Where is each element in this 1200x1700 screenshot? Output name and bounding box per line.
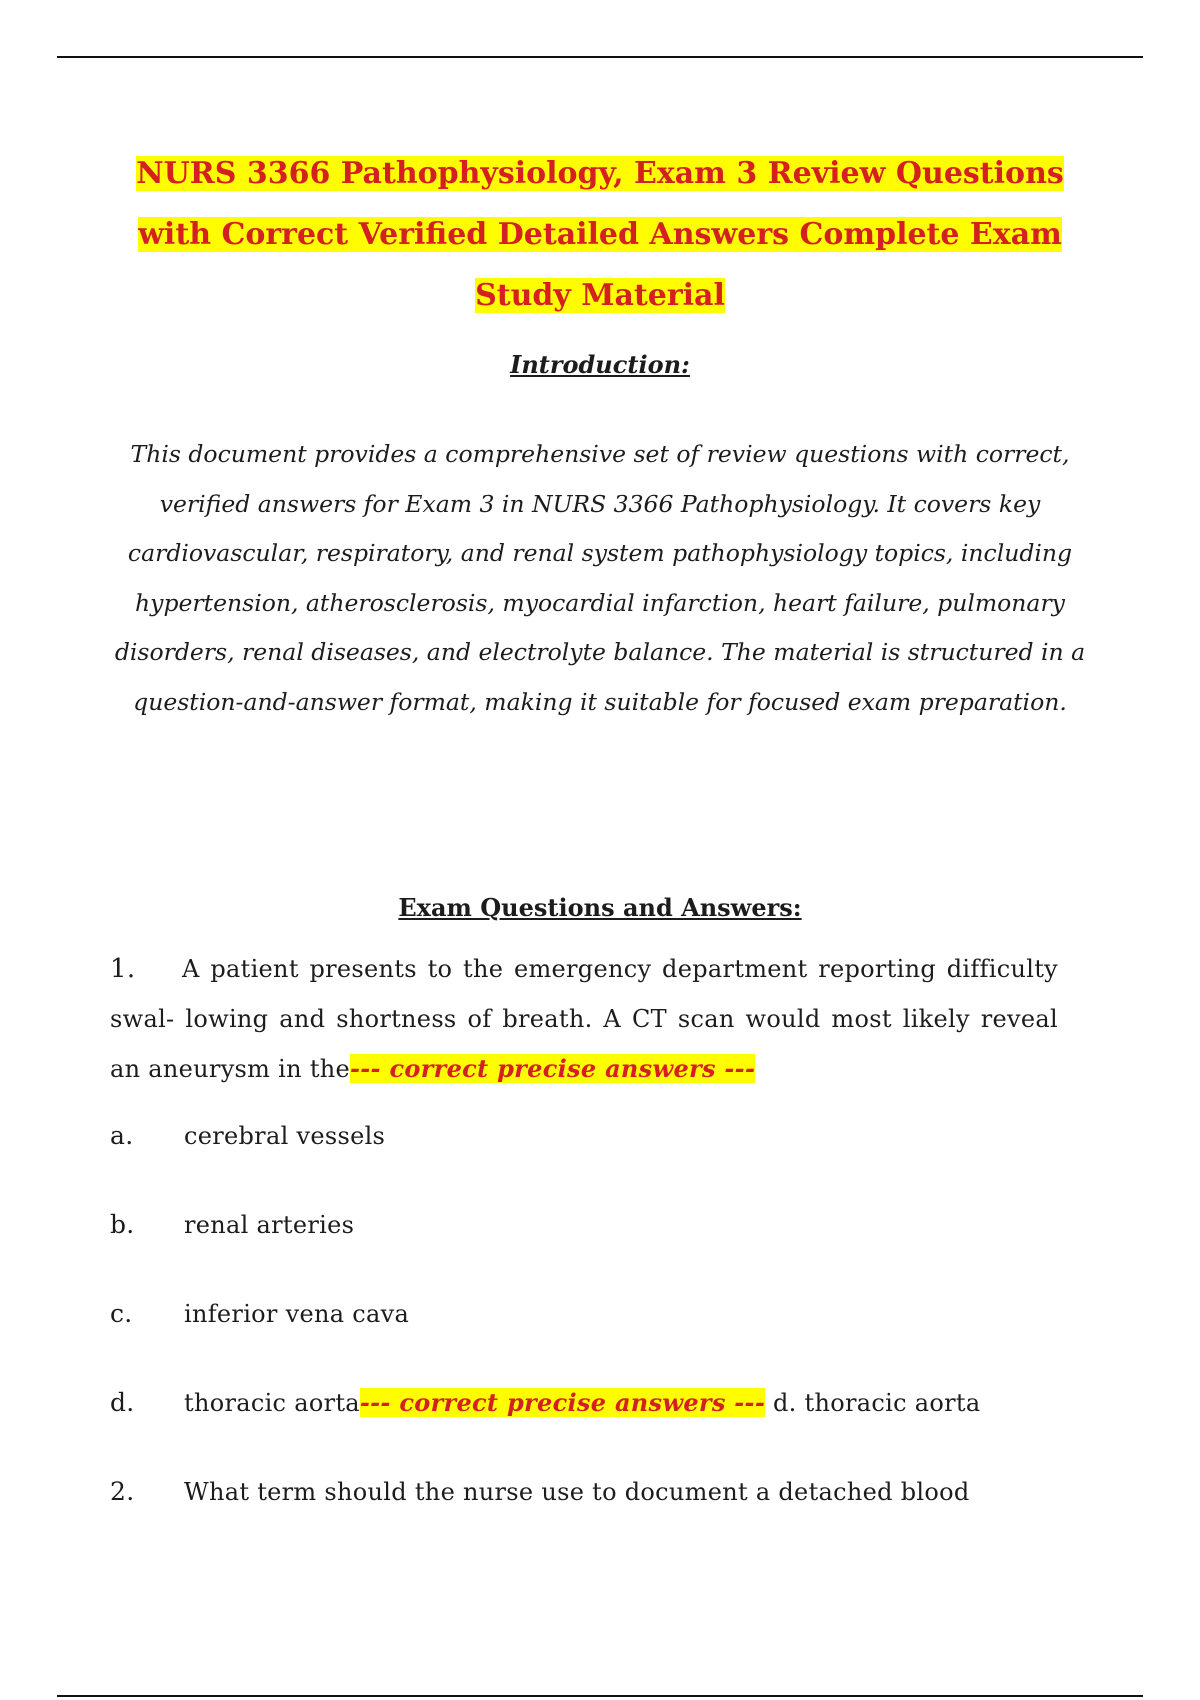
option-label: a. — [110, 1121, 134, 1150]
option-d — [110, 1388, 980, 1417]
title-line-1: NURS 3366 Pathophysiology, Exam 3 Review Questions — [136, 156, 1064, 191]
exam-heading: Exam Questions and Answers: — [398, 893, 802, 922]
bottom-rule — [57, 1695, 1143, 1697]
answer-marker: --- correct precise answers --- — [359, 1388, 766, 1417]
question-2 — [110, 1477, 970, 1506]
option-text: inferior vena cava — [184, 1300, 410, 1328]
option-label: d. — [110, 1388, 135, 1417]
question-number: 2. — [110, 1477, 135, 1506]
intro-heading: Introduction: — [510, 350, 690, 379]
answer-text: d. thoracic aorta — [765, 1389, 981, 1417]
option-text: cerebral vessels — [184, 1122, 386, 1150]
question-text: What term should the nurse use to document a detached blood — [184, 1478, 970, 1506]
document-title — [95, 143, 1105, 326]
option-label: b. — [110, 1210, 135, 1239]
option-text: renal arteries — [184, 1211, 355, 1239]
title-line-2: with Correct Verified Detailed Answers Complete Exam — [138, 217, 1062, 252]
option-b — [110, 1210, 354, 1239]
question-1 — [110, 945, 1058, 1095]
question-text: A patient presents to the emergency department reporting difficulty swal- lowing and shortness of breath. A CT scan would most likely reveal an aneurysm in the — [110, 955, 1058, 1083]
intro-paragraph: This document provides a comprehensive set of review questions with correct, verified answers for Exam 3 in NURS 3366 Pathophysiology. It covers key cardiovascular, respiratory, and renal system pathophysiology topics, including hypertension, atherosclerosis, myocardial infarction, heart failure, pulmonary disorders, renal diseases, and electrolyte balance. The material is structured in a question-and-answer format, making it suitable for focused exam preparation. — [114, 440, 1086, 716]
title-line-3: Study Material — [475, 278, 725, 313]
option-label: c. — [110, 1299, 133, 1328]
top-rule — [57, 56, 1143, 58]
option-a — [110, 1121, 385, 1150]
question-number: 1. — [110, 954, 136, 984]
option-c — [110, 1299, 409, 1328]
option-text: thoracic aorta — [184, 1389, 360, 1417]
answer-marker: --- correct precise answers --- — [350, 1054, 756, 1083]
